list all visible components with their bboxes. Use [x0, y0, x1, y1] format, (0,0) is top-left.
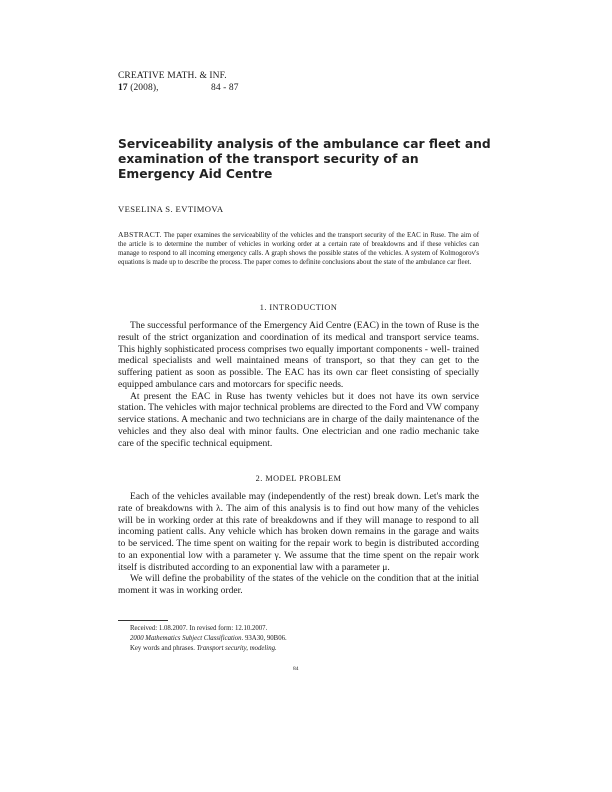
footnote-divider	[118, 620, 168, 621]
paragraph: The successful performance of the Emergency Aid Centre (EAC) in the town of Ruse is the result of the strict organization and coordination of its medical and transport service teams. This highly sophisticated process comprises two equally important components - well- trained medical specialists and well maintained means of transport, so that they can get to the suffering patient as soon as possible. The EAC has its own car fleet consisting of specially equipped ambulance cars and motorcars for specific needs.	[118, 320, 479, 390]
section-introduction-body	[118, 320, 479, 449]
abstract-label: ABSTRACT.	[118, 230, 162, 239]
footnotes	[130, 624, 430, 654]
section-heading-introduction: 1. INTRODUCTION	[259, 303, 338, 312]
section-heading-model-problem: 2. MODEL PROBLEM	[255, 474, 342, 483]
keywords: Transport security, modeling.	[196, 645, 277, 652]
paper-title: Serviceability analysis of the ambulance car fleet and examination of the transport security of an Emergency Aid Centre	[118, 137, 491, 181]
abstract-text: The paper examines the serviceability of the vehicles and the transport security of the EAC in Ruse. The aim of the article is to determine the number of vehicles in working order at a certain rate of breakdowns and if these vehicles can manage to respond to all incoming emergency calls. A graph shows the possible states of the vehicles. A system of Kolmogorov's equations is made up to describe the process. The paper comes to definite conclusions about the state of the ambulance car fleet.	[118, 232, 479, 266]
msc-label: 2000 Mathematics Subject Classification.	[130, 635, 244, 642]
journal-name: CREATIVE MATH. & INF.	[118, 71, 227, 81]
journal-header	[118, 70, 239, 94]
keywords-label: Key words and phrases.	[130, 645, 195, 652]
paragraph: We will define the probability of the states of the vehicle on the condition that at the initial moment it was in working order.	[118, 573, 479, 596]
keywords-note	[130, 644, 430, 654]
page-number: 84	[293, 666, 299, 672]
journal-year: (2008),	[130, 83, 159, 93]
section-model-problem-body	[118, 491, 479, 597]
journal-volume: 17	[118, 83, 128, 93]
journal-pages: 84 - 87	[211, 83, 239, 93]
paragraph: Each of the vehicles available may (independently of the rest) break down. Let's mark the rate of breakdowns with λ. The aim of this analysis is to find out how many of the vehicles will be in working order at this rate of breakdowns and if they will manage to respond to all incoming patient calls. Any vehicle which has broken down remains in the garage and waits to be serviced. The time spent on waiting for the repair work to begin is distributed according to an exponential low with a parameter γ. We assume that the time spent on the repair work itself is distributed according to an exponential law with a parameter μ.	[118, 491, 479, 573]
journal-volume-line	[118, 82, 239, 94]
abstract	[118, 231, 479, 268]
paragraph: At present the EAC in Ruse has twenty vehicles but it does not have its own service station. The vehicles with major technical problems are directed to the Ford and VW company service stations. A mechanic and two technicians are in charge of the daily maintenance of the vehicles and they also deal with minor faults. One electrician and one radio mechanic take care of the specific technical equipment.	[118, 390, 479, 449]
msc-codes: 93A30, 90B06.	[244, 635, 287, 642]
received-note: Received: 1.08.2007. In revised form: 12.10.2007.	[130, 625, 268, 632]
msc-note	[130, 634, 430, 644]
author-name: VESELINA S. EVTIMOVA	[118, 204, 224, 214]
